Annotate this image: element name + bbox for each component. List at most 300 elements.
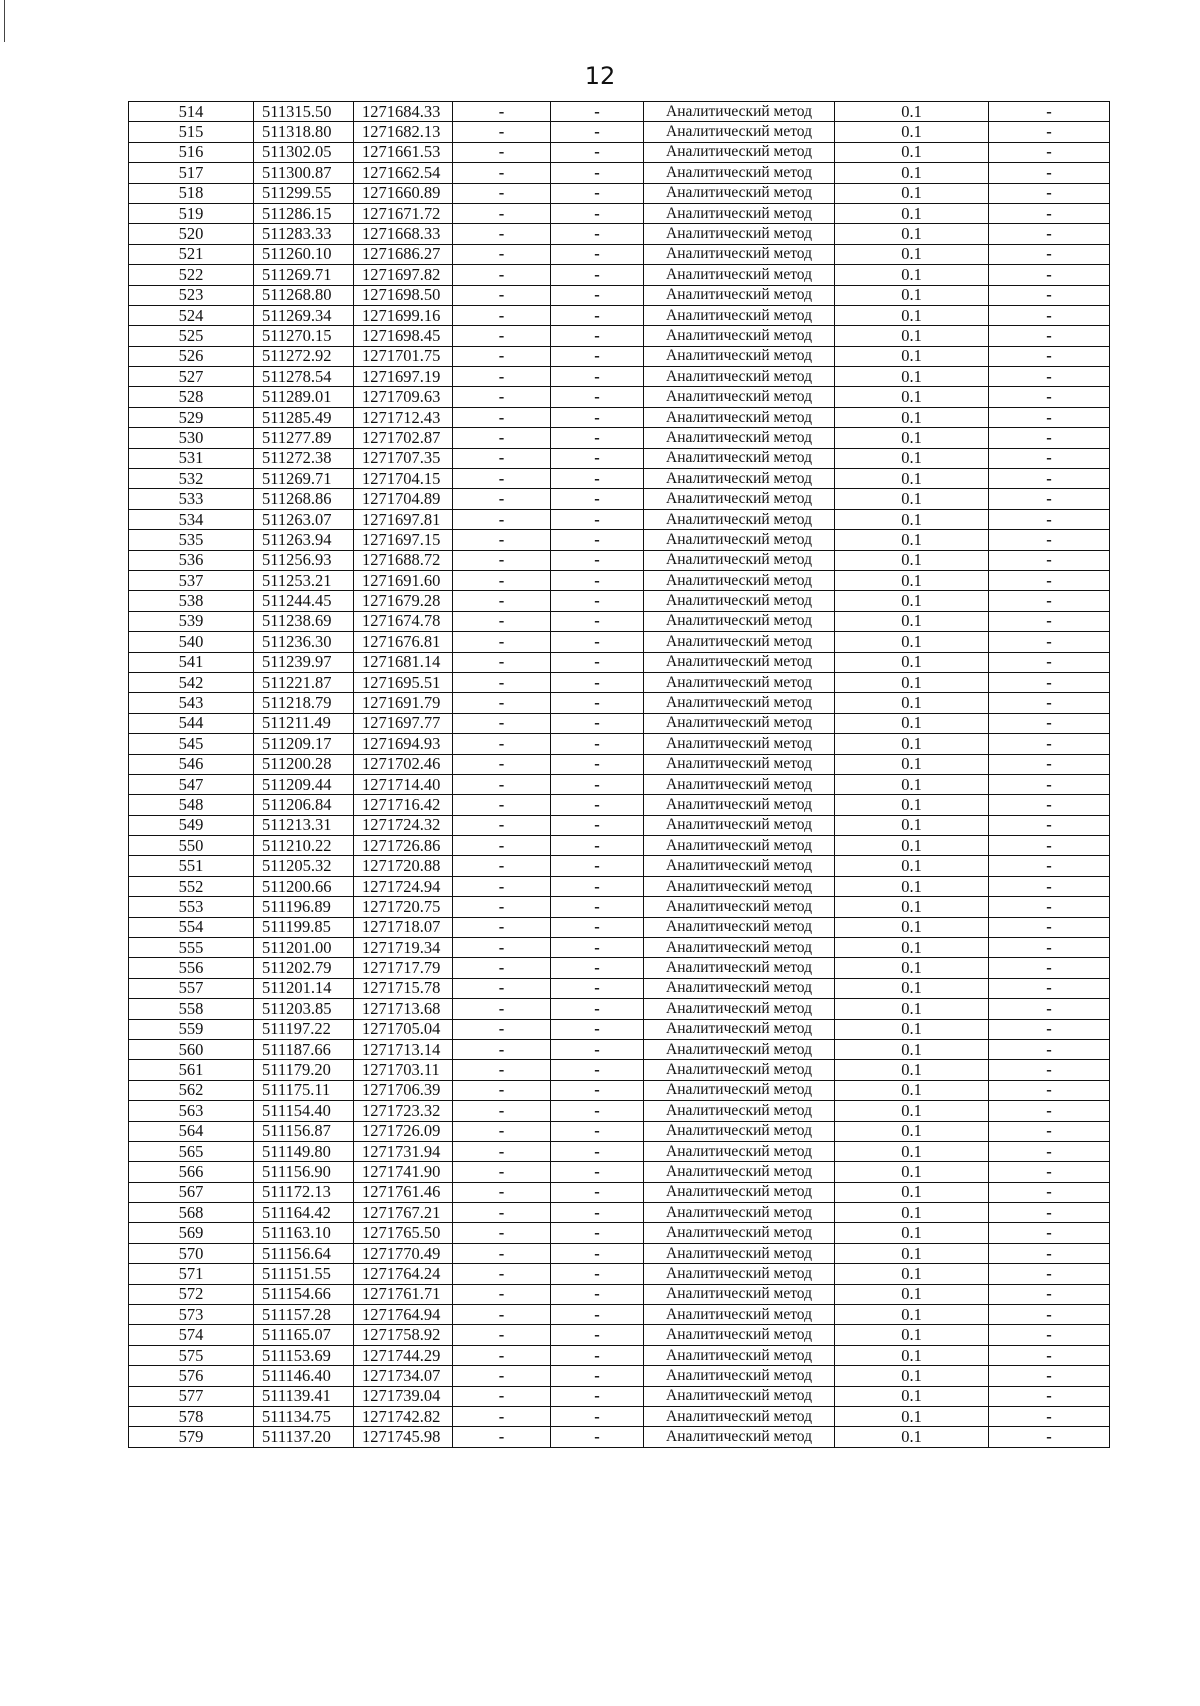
y-coordinate-cell: 1271767.21 (354, 1203, 453, 1223)
point-number-cell: 578 (129, 1407, 254, 1427)
precision-cell: 0.1 (835, 203, 989, 223)
dash-cell: - (453, 1325, 551, 1345)
table-row (129, 1019, 1110, 1039)
dash-cell: - (551, 244, 644, 264)
y-coordinate-cell: 1271676.81 (354, 632, 453, 652)
dash-cell: - (453, 244, 551, 264)
dash-cell: - (551, 1386, 644, 1406)
dash-cell: - (989, 1366, 1110, 1386)
point-number-cell: 555 (129, 938, 254, 958)
table-row (129, 509, 1110, 529)
dash-cell: - (989, 856, 1110, 876)
dash-cell: - (453, 203, 551, 223)
precision-cell: 0.1 (835, 1407, 989, 1427)
x-coordinate-cell: 511151.55 (254, 1264, 354, 1284)
precision-cell: 0.1 (835, 387, 989, 407)
point-number-cell: 521 (129, 244, 254, 264)
dash-cell: - (989, 1060, 1110, 1080)
dash-cell: - (453, 1223, 551, 1243)
dash-cell: - (551, 815, 644, 835)
table-row (129, 142, 1110, 162)
dash-cell: - (989, 1243, 1110, 1263)
y-coordinate-cell: 1271741.90 (354, 1162, 453, 1182)
table-row (129, 1182, 1110, 1202)
dash-cell: - (551, 1060, 644, 1080)
precision-cell: 0.1 (835, 489, 989, 509)
x-coordinate-cell: 511315.50 (254, 102, 354, 122)
y-coordinate-cell: 1271713.14 (354, 1039, 453, 1059)
dash-cell: - (551, 1182, 644, 1202)
dash-cell: - (453, 1264, 551, 1284)
method-cell: Аналитический метод (644, 1345, 835, 1365)
dash-cell: - (551, 183, 644, 203)
dash-cell: - (551, 407, 644, 427)
y-coordinate-cell: 1271712.43 (354, 407, 453, 427)
point-number-cell: 566 (129, 1162, 254, 1182)
x-coordinate-cell: 511286.15 (254, 203, 354, 223)
dash-cell: - (453, 326, 551, 346)
y-coordinate-cell: 1271720.88 (354, 856, 453, 876)
x-coordinate-cell: 511175.11 (254, 1080, 354, 1100)
dash-cell: - (989, 734, 1110, 754)
dash-cell: - (453, 1182, 551, 1202)
point-number-cell: 526 (129, 346, 254, 366)
dash-cell: - (989, 917, 1110, 937)
x-coordinate-cell: 511239.97 (254, 652, 354, 672)
point-number-cell: 522 (129, 265, 254, 285)
x-coordinate-cell: 511211.49 (254, 713, 354, 733)
y-coordinate-cell: 1271714.40 (354, 774, 453, 794)
point-number-cell: 514 (129, 102, 254, 122)
point-number-cell: 543 (129, 693, 254, 713)
table-row (129, 876, 1110, 896)
y-coordinate-cell: 1271661.53 (354, 142, 453, 162)
x-coordinate-cell: 511154.40 (254, 1101, 354, 1121)
precision-cell: 0.1 (835, 999, 989, 1019)
precision-cell: 0.1 (835, 938, 989, 958)
point-number-cell: 552 (129, 876, 254, 896)
y-coordinate-cell: 1271679.28 (354, 591, 453, 611)
point-number-cell: 570 (129, 1243, 254, 1263)
method-cell: Аналитический метод (644, 1223, 835, 1243)
dash-cell: - (551, 917, 644, 937)
dash-cell: - (989, 1386, 1110, 1406)
dash-cell: - (453, 102, 551, 122)
precision-cell: 0.1 (835, 1284, 989, 1304)
method-cell: Аналитический метод (644, 1121, 835, 1141)
precision-cell: 0.1 (835, 367, 989, 387)
x-coordinate-cell: 511269.71 (254, 265, 354, 285)
dash-cell: - (453, 1080, 551, 1100)
method-cell: Аналитический метод (644, 1080, 835, 1100)
x-coordinate-cell: 511139.41 (254, 1386, 354, 1406)
x-coordinate-cell: 511277.89 (254, 428, 354, 448)
dash-cell: - (551, 1203, 644, 1223)
point-number-cell: 554 (129, 917, 254, 937)
dash-cell: - (551, 978, 644, 998)
y-coordinate-cell: 1271691.60 (354, 570, 453, 590)
y-coordinate-cell: 1271662.54 (354, 163, 453, 183)
dash-cell: - (453, 489, 551, 509)
method-cell: Аналитический метод (644, 285, 835, 305)
method-cell: Аналитический метод (644, 693, 835, 713)
precision-cell: 0.1 (835, 428, 989, 448)
point-number-cell: 525 (129, 326, 254, 346)
dash-cell: - (989, 1080, 1110, 1100)
y-coordinate-cell: 1271702.46 (354, 754, 453, 774)
point-number-cell: 565 (129, 1141, 254, 1161)
point-number-cell: 559 (129, 1019, 254, 1039)
table-row (129, 183, 1110, 203)
table-row (129, 224, 1110, 244)
y-coordinate-cell: 1271671.72 (354, 203, 453, 223)
precision-cell: 0.1 (835, 1141, 989, 1161)
y-coordinate-cell: 1271684.33 (354, 102, 453, 122)
dash-cell: - (551, 163, 644, 183)
dash-cell: - (989, 346, 1110, 366)
dash-cell: - (453, 448, 551, 468)
method-cell: Аналитический метод (644, 1060, 835, 1080)
dash-cell: - (989, 632, 1110, 652)
dash-cell: - (989, 672, 1110, 692)
dash-cell: - (989, 530, 1110, 550)
dash-cell: - (453, 876, 551, 896)
table-row (129, 815, 1110, 835)
x-coordinate-cell: 511156.90 (254, 1162, 354, 1182)
table-row (129, 917, 1110, 937)
point-number-cell: 545 (129, 734, 254, 754)
y-coordinate-cell: 1271697.81 (354, 509, 453, 529)
dash-cell: - (453, 938, 551, 958)
dash-cell: - (453, 550, 551, 570)
x-coordinate-cell: 511203.85 (254, 999, 354, 1019)
precision-cell: 0.1 (835, 1080, 989, 1100)
dash-cell: - (551, 999, 644, 1019)
dash-cell: - (989, 1427, 1110, 1447)
dash-cell: - (551, 469, 644, 489)
x-coordinate-cell: 511213.31 (254, 815, 354, 835)
method-cell: Аналитический метод (644, 1141, 835, 1161)
method-cell: Аналитический метод (644, 958, 835, 978)
y-coordinate-cell: 1271695.51 (354, 672, 453, 692)
method-cell: Аналитический метод (644, 978, 835, 998)
precision-cell: 0.1 (835, 815, 989, 835)
precision-cell: 0.1 (835, 856, 989, 876)
x-coordinate-cell: 511187.66 (254, 1039, 354, 1059)
dash-cell: - (989, 999, 1110, 1019)
method-cell: Аналитический метод (644, 570, 835, 590)
method-cell: Аналитический метод (644, 387, 835, 407)
y-coordinate-cell: 1271731.94 (354, 1141, 453, 1161)
method-cell: Аналитический метод (644, 469, 835, 489)
dash-cell: - (989, 407, 1110, 427)
point-number-cell: 571 (129, 1264, 254, 1284)
precision-cell: 0.1 (835, 448, 989, 468)
point-number-cell: 519 (129, 203, 254, 223)
dash-cell: - (453, 1039, 551, 1059)
x-coordinate-cell: 511269.34 (254, 305, 354, 325)
table-row (129, 346, 1110, 366)
dash-cell: - (989, 1223, 1110, 1243)
point-number-cell: 523 (129, 285, 254, 305)
dash-cell: - (551, 489, 644, 509)
method-cell: Аналитический метод (644, 652, 835, 672)
y-coordinate-cell: 1271724.94 (354, 876, 453, 896)
point-number-cell: 553 (129, 897, 254, 917)
y-coordinate-cell: 1271764.24 (354, 1264, 453, 1284)
dash-cell: - (551, 1019, 644, 1039)
y-coordinate-cell: 1271719.34 (354, 938, 453, 958)
dash-cell: - (453, 570, 551, 590)
dash-cell: - (989, 387, 1110, 407)
dash-cell: - (989, 244, 1110, 264)
precision-cell: 0.1 (835, 1203, 989, 1223)
dash-cell: - (453, 122, 551, 142)
precision-cell: 0.1 (835, 774, 989, 794)
dash-cell: - (551, 346, 644, 366)
x-coordinate-cell: 511157.28 (254, 1305, 354, 1325)
dash-cell: - (453, 693, 551, 713)
point-number-cell: 548 (129, 795, 254, 815)
method-cell: Аналитический метод (644, 326, 835, 346)
table-body (129, 102, 1110, 1448)
table-row (129, 163, 1110, 183)
precision-cell: 0.1 (835, 183, 989, 203)
precision-cell: 0.1 (835, 1101, 989, 1121)
method-cell: Аналитический метод (644, 1182, 835, 1202)
table-row (129, 774, 1110, 794)
dash-cell: - (551, 1325, 644, 1345)
x-coordinate-cell: 511272.92 (254, 346, 354, 366)
precision-cell: 0.1 (835, 1264, 989, 1284)
dash-cell: - (453, 142, 551, 162)
point-number-cell: 535 (129, 530, 254, 550)
y-coordinate-cell: 1271697.19 (354, 367, 453, 387)
y-coordinate-cell: 1271720.75 (354, 897, 453, 917)
y-coordinate-cell: 1271694.93 (354, 734, 453, 754)
y-coordinate-cell: 1271668.33 (354, 224, 453, 244)
precision-cell: 0.1 (835, 1325, 989, 1345)
point-number-cell: 517 (129, 163, 254, 183)
x-coordinate-cell: 511210.22 (254, 836, 354, 856)
point-number-cell: 577 (129, 1386, 254, 1406)
point-number-cell: 527 (129, 367, 254, 387)
dash-cell: - (551, 550, 644, 570)
precision-cell: 0.1 (835, 1386, 989, 1406)
y-coordinate-cell: 1271699.16 (354, 305, 453, 325)
method-cell: Аналитический метод (644, 754, 835, 774)
table-row (129, 795, 1110, 815)
table-row (129, 203, 1110, 223)
x-coordinate-cell: 511289.01 (254, 387, 354, 407)
y-coordinate-cell: 1271688.72 (354, 550, 453, 570)
table-row (129, 958, 1110, 978)
dash-cell: - (551, 570, 644, 590)
y-coordinate-cell: 1271682.13 (354, 122, 453, 142)
table-row (129, 1366, 1110, 1386)
x-coordinate-cell: 511238.69 (254, 611, 354, 631)
dash-cell: - (551, 122, 644, 142)
dash-cell: - (989, 1264, 1110, 1284)
point-number-cell: 537 (129, 570, 254, 590)
x-coordinate-cell: 511202.79 (254, 958, 354, 978)
dash-cell: - (989, 1121, 1110, 1141)
x-coordinate-cell: 511165.07 (254, 1325, 354, 1345)
x-coordinate-cell: 511200.66 (254, 876, 354, 896)
table-row (129, 836, 1110, 856)
dash-cell: - (551, 652, 644, 672)
dash-cell: - (989, 489, 1110, 509)
precision-cell: 0.1 (835, 469, 989, 489)
y-coordinate-cell: 1271703.11 (354, 1060, 453, 1080)
table-row (129, 1427, 1110, 1447)
point-number-cell: 515 (129, 122, 254, 142)
y-coordinate-cell: 1271697.77 (354, 713, 453, 733)
y-coordinate-cell: 1271697.15 (354, 530, 453, 550)
dash-cell: - (453, 713, 551, 733)
dash-cell: - (551, 591, 644, 611)
method-cell: Аналитический метод (644, 1243, 835, 1263)
table-row (129, 1284, 1110, 1304)
dash-cell: - (551, 367, 644, 387)
dash-cell: - (453, 1407, 551, 1427)
table-row (129, 530, 1110, 550)
dash-cell: - (551, 774, 644, 794)
precision-cell: 0.1 (835, 632, 989, 652)
table-row (129, 244, 1110, 264)
x-coordinate-cell: 511269.71 (254, 469, 354, 489)
dash-cell: - (551, 876, 644, 896)
dash-cell: - (453, 734, 551, 754)
y-coordinate-cell: 1271686.27 (354, 244, 453, 264)
dash-cell: - (453, 265, 551, 285)
table-row (129, 285, 1110, 305)
dash-cell: - (551, 448, 644, 468)
table-row (129, 1386, 1110, 1406)
point-number-cell: 563 (129, 1101, 254, 1121)
method-cell: Аналитический метод (644, 938, 835, 958)
dash-cell: - (551, 693, 644, 713)
table-row (129, 1080, 1110, 1100)
y-coordinate-cell: 1271713.68 (354, 999, 453, 1019)
method-cell: Аналитический метод (644, 122, 835, 142)
x-coordinate-cell: 511268.80 (254, 285, 354, 305)
x-coordinate-cell: 511156.87 (254, 1121, 354, 1141)
dash-cell: - (989, 1325, 1110, 1345)
dash-cell: - (453, 1427, 551, 1447)
y-coordinate-cell: 1271758.92 (354, 1325, 453, 1345)
y-coordinate-cell: 1271705.04 (354, 1019, 453, 1039)
x-coordinate-cell: 511300.87 (254, 163, 354, 183)
precision-cell: 0.1 (835, 407, 989, 427)
y-coordinate-cell: 1271739.04 (354, 1386, 453, 1406)
x-coordinate-cell: 511201.14 (254, 978, 354, 998)
table-row (129, 367, 1110, 387)
y-coordinate-cell: 1271707.35 (354, 448, 453, 468)
x-coordinate-cell: 511164.42 (254, 1203, 354, 1223)
point-number-cell: 579 (129, 1427, 254, 1447)
point-number-cell: 528 (129, 387, 254, 407)
dash-cell: - (989, 203, 1110, 223)
dash-cell: - (453, 1101, 551, 1121)
precision-cell: 0.1 (835, 224, 989, 244)
y-coordinate-cell: 1271698.45 (354, 326, 453, 346)
dash-cell: - (551, 1366, 644, 1386)
x-coordinate-cell: 511134.75 (254, 1407, 354, 1427)
method-cell: Аналитический метод (644, 1366, 835, 1386)
point-number-cell: 560 (129, 1039, 254, 1059)
dash-cell: - (989, 754, 1110, 774)
table-row (129, 1264, 1110, 1284)
table-row (129, 632, 1110, 652)
dash-cell: - (989, 1162, 1110, 1182)
method-cell: Аналитический метод (644, 265, 835, 285)
x-coordinate-cell: 511153.69 (254, 1345, 354, 1365)
precision-cell: 0.1 (835, 591, 989, 611)
dash-cell: - (453, 754, 551, 774)
table-row (129, 1305, 1110, 1325)
dash-cell: - (551, 856, 644, 876)
dash-cell: - (989, 978, 1110, 998)
table-row (129, 326, 1110, 346)
y-coordinate-cell: 1271734.07 (354, 1366, 453, 1386)
dash-cell: - (989, 183, 1110, 203)
precision-cell: 0.1 (835, 122, 989, 142)
y-coordinate-cell: 1271706.39 (354, 1080, 453, 1100)
method-cell: Аналитический метод (644, 876, 835, 896)
method-cell: Аналитический метод (644, 346, 835, 366)
point-number-cell: 533 (129, 489, 254, 509)
precision-cell: 0.1 (835, 1019, 989, 1039)
dash-cell: - (989, 326, 1110, 346)
dash-cell: - (551, 509, 644, 529)
precision-cell: 0.1 (835, 550, 989, 570)
x-coordinate-cell: 511156.64 (254, 1243, 354, 1263)
dash-cell: - (453, 1386, 551, 1406)
dash-cell: - (453, 999, 551, 1019)
point-number-cell: 544 (129, 713, 254, 733)
precision-cell: 0.1 (835, 917, 989, 937)
point-number-cell: 538 (129, 591, 254, 611)
dash-cell: - (551, 672, 644, 692)
dash-cell: - (989, 163, 1110, 183)
precision-cell: 0.1 (835, 876, 989, 896)
dash-cell: - (551, 754, 644, 774)
dash-cell: - (989, 285, 1110, 305)
dash-cell: - (453, 1019, 551, 1039)
table-row (129, 305, 1110, 325)
precision-cell: 0.1 (835, 754, 989, 774)
point-number-cell: 530 (129, 428, 254, 448)
precision-cell: 0.1 (835, 1305, 989, 1325)
dash-cell: - (551, 428, 644, 448)
point-number-cell: 547 (129, 774, 254, 794)
dash-cell: - (453, 836, 551, 856)
precision-cell: 0.1 (835, 1182, 989, 1202)
point-number-cell: 541 (129, 652, 254, 672)
precision-cell: 0.1 (835, 978, 989, 998)
method-cell: Аналитический метод (644, 428, 835, 448)
x-coordinate-cell: 511163.10 (254, 1223, 354, 1243)
dash-cell: - (551, 1121, 644, 1141)
method-cell: Аналитический метод (644, 489, 835, 509)
dash-cell: - (453, 1345, 551, 1365)
point-number-cell: 564 (129, 1121, 254, 1141)
x-coordinate-cell: 511278.54 (254, 367, 354, 387)
y-coordinate-cell: 1271726.86 (354, 836, 453, 856)
method-cell: Аналитический метод (644, 1019, 835, 1039)
table-row (129, 1060, 1110, 1080)
